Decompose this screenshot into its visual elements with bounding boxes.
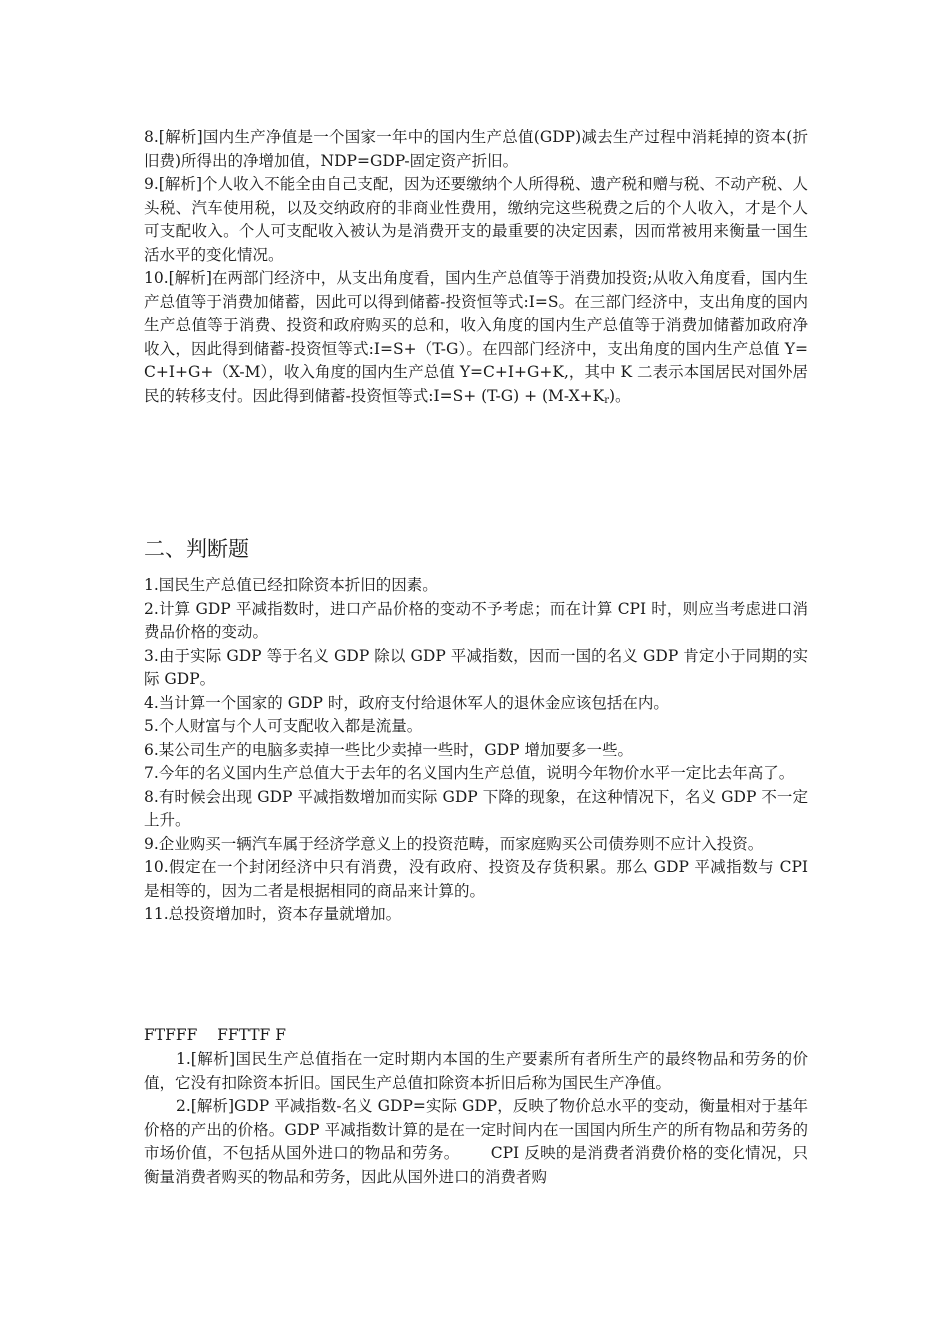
- subscript-r: r: [604, 394, 609, 406]
- question-item: 3.由于实际 GDP 等于名义 GDP 除以 GDP 平减指数，因而一国的名义 GDP 肯定小于同期的实际 GDP。: [144, 646, 808, 688]
- question-item: 1.国民生产总值已经扣除资本折旧的因素。: [144, 576, 438, 594]
- analysis-item-8: 8.[解析]国内生产净值是一个国家一年中的国内生产总值(GDP)减去生产过程中消耗掉的资本(折旧费)所得出的净增加值，NDP=GDP-固定资产折旧。: [144, 128, 808, 170]
- answer-key: FTFFF FFTTF F: [144, 1026, 286, 1044]
- question-item: 10.假定在一个封闭经济中只有消费，没有政府、投资及存货积累。那么 GDP 平减指数与 CPI 是相等的，因为二者是根据相同的商品来计算的。: [144, 858, 808, 900]
- analysis-item-10-tail: )。: [608, 386, 631, 405]
- question-item: 9.企业购买一辆汽车属于经济学意义上的投资范畴，而家庭购买公司债券则不应计入投资。: [144, 834, 764, 853]
- analysis-section-1: [144, 126, 808, 408]
- question-item: 4.当计算一个国家的 GDP 时，政府支付给退休军人的退休金应该包括在内。: [144, 693, 669, 712]
- questions-list: [144, 574, 808, 927]
- question-item: 5.个人财富与个人可支配收入都是流量。: [144, 717, 423, 735]
- analysis-item-9: 9.[解析]个人收入不能全由自己支配，因为还要缴纳个人所得税、遗产税和赠与税、不动产税、人头税、汽车使用税，以及交纳政府的非商业性费用，缴纳完这些税费之后的个人收入，才是个人可支配收入。个人可支配收入被认为是消费开支的最重要的决定因素，因而常被用来衡量一国生活水平的变化情况。: [144, 175, 808, 264]
- section-heading-block: [144, 534, 808, 564]
- answer-key-block: [144, 1024, 808, 1048]
- question-item: 7.今年的名义国内生产总值大于去年的名义国内生产总值，说明今年物价水平一定比去年高了。: [144, 764, 795, 782]
- analysis-item-10-text: 10.[解析]在两部门经济中，从支出角度看，国内生产总值等于消费加投资;从收入角度看，国内生产总值等于消费加储蓄，因此可以得到储蓄-投资恒等式:I=S。在三部门经济中，支出角度的国内生产总值等于消费、投资和政府购买的总和，收入角度的国内生产总值等于消费加储蓄加政府净收入，因此得到储蓄-投资恒等式:I=S+（T-G）。在四部门经济中，支出角度的国内生产总值 Y=C+I+G+（X-M），收入角度的国内生产总值 Y=C+I+G+K,，其中 K 二表示本国居民对国外居民的转移支付。因此得到储蓄-投资恒等式:I=S+ (T-G) + (M-X+K: [144, 269, 808, 405]
- analysis-section-2: [144, 1048, 808, 1189]
- question-item: 2.计算 GDP 平减指数时，进口产品价格的变动不予考虑；而在计算 CPI 时，则应当考虑进口消费品价格的变动。: [144, 599, 808, 641]
- analysis-item-10: [144, 267, 808, 408]
- question-item: 8.有时候会出现 GDP 平减指数增加而实际 GDP 下降的现象，在这种情况下，名义 GDP 不一定上升。: [144, 787, 808, 829]
- question-item: 11.总投资增加时，资本存量就增加。: [144, 905, 402, 923]
- analysis-item-1: 1.[解析]国民生产总值指在一定时期内本国的生产要素所有者所生产的最终物品和劳务的价值，它没有扣除资本折旧。国民生产总值扣除资本折旧后称为国民生产净值。: [144, 1050, 808, 1092]
- section-heading: 二、判断题: [144, 537, 249, 561]
- question-item: 6.某公司生产的电脑多卖掉一些比少卖掉一些时，GDP 增加要多一些。: [144, 740, 633, 759]
- analysis-item-2: 2.[解析]GDP 平减指数-名义 GDP=实际 GDP，反映了物价总水平的变动，衡量相对于基年价格的产出的价格。GDP 平减指数计算的是在一定时间内在一国国内所生产的所有物品和劳务的市场价值，不包括从国外进口的物品和劳务。 CPI 反映的是消费者消费价格的变化情况，只衡量消费者购买的物品和劳务，因此从国外进口的消费者购: [144, 1097, 808, 1186]
